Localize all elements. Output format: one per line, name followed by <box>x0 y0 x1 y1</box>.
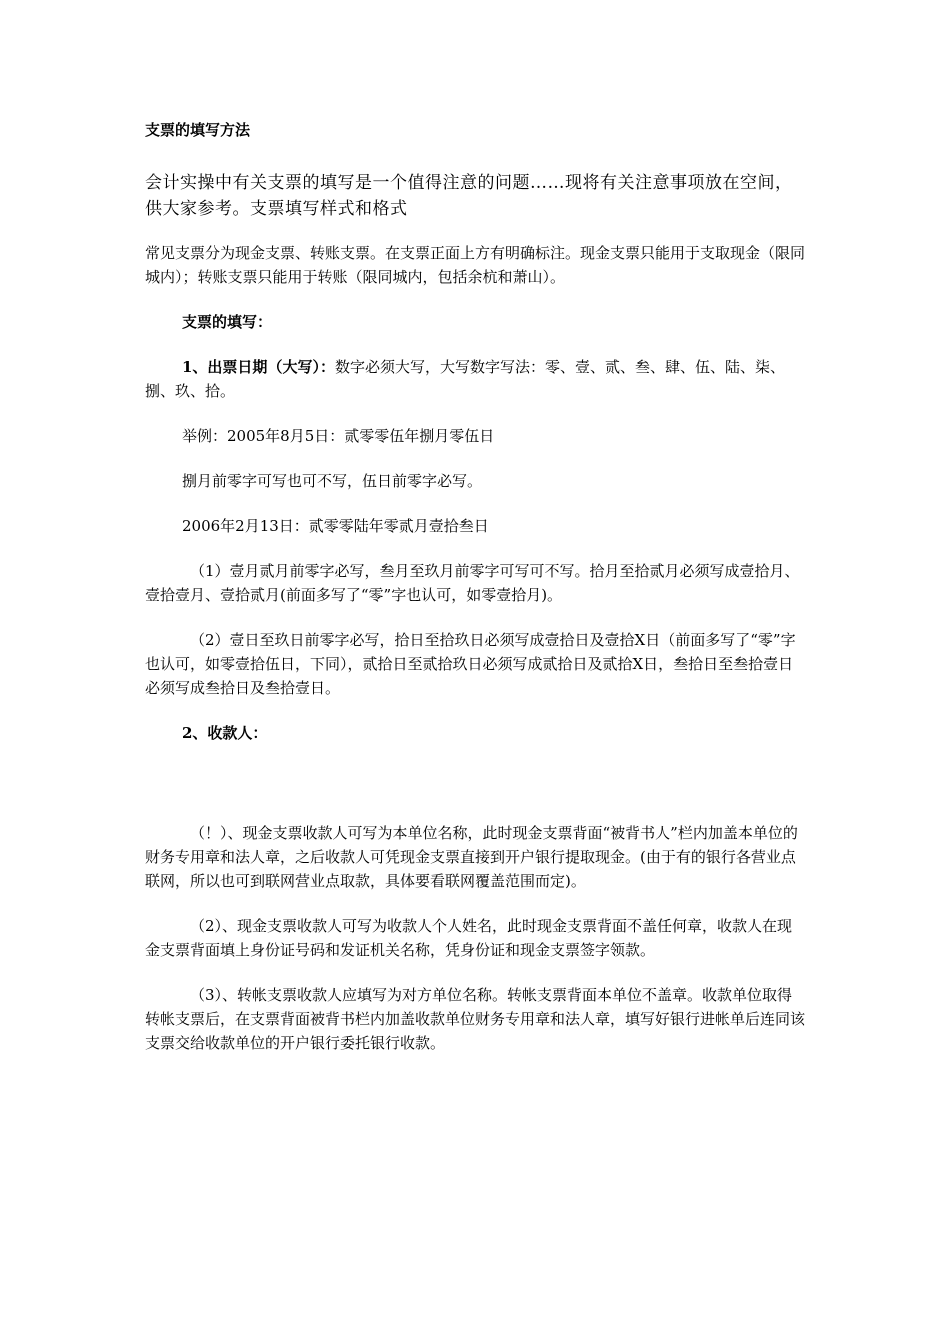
document-page <box>145 118 805 1076</box>
section-heading: 支票的填写： <box>182 313 273 331</box>
rule1-paragraph: （1）壹月贰月前零字必写，叁月至玖月前零字可写可不写。拾月至拾贰月必须写成壹拾月、壹拾壹月、壹拾贰月(前面多写了“零”字也认可，如零壹拾月)。 <box>145 562 800 604</box>
item2-heading: 2、收款人： <box>182 724 268 742</box>
item1-label: 1、出票日期（大写）： <box>182 358 335 376</box>
item1-paragraph <box>145 355 805 403</box>
rule2-paragraph: （2）壹日至玖日前零字必写，拾日至拾玖日必须写成壹拾日及壹拾X日（前面多写了“零”字也认可，如零壹拾伍日，下同），贰拾日至贰拾玖日必须写成贰拾日及贰拾X日，叁拾日至叁拾壹日必须写成叁拾日及叁拾壹日。 <box>145 631 796 697</box>
payee3-paragraph: （3）、转帐支票收款人应填写为对方单位名称。转帐支票背面本单位不盖章。收款单位取得转帐支票后，在支票背面被背书栏内加盖收款单位财务专用章和法人章，填写好银行进帐单后连同该支票交给收款单位的开户银行委托银行收款。 <box>145 986 806 1052</box>
item1-text: 数字必须大写，大写数字写法：零、壹、贰、叁、肆、伍、陆、柒、捌、玖、拾。 <box>145 358 785 400</box>
document-title: 支票的填写方法 <box>145 121 251 139</box>
blank-space <box>145 766 805 821</box>
example2-paragraph: 2006年2月13日：贰零零陆年零贰月壹拾叁日 <box>182 517 489 535</box>
intro-paragraph: 会计实操中有关支票的填写是一个值得注意的问题……现将有关注意事项放在空间，供大家参考。支票填写样式和格式 <box>145 173 793 219</box>
payee2-paragraph: （2）、现金支票收款人可写为收款人个人姓名，此时现金支票背面不盖任何章，收款人在现金支票背面填上身份证号码和发证机关名称，凭身份证和现金支票签字领款。 <box>145 917 793 959</box>
example1-paragraph: 举例：2005年8月5日：贰零零伍年捌月零伍日 <box>182 427 495 445</box>
example1-note-paragraph: 捌月前零字可写也可不写，伍日前零字必写。 <box>182 472 483 490</box>
overview-paragraph: 常见支票分为现金支票、转账支票。在支票正面上方有明确标注。现金支票只能用于支取现金（限同城内）；转账支票只能用于转账（限同城内，包括余杭和萧山）。 <box>145 244 806 286</box>
payee1-paragraph: （！）、现金支票收款人可写为本单位名称，此时现金支票背面“被背书人”栏内加盖本单位的财务专用章和法人章，之后收款人可凭现金支票直接到开户银行提取现金。(由于有的银行各营业点联网，所以也可到联网营业点取款，具体要看联网覆盖范围而定)。 <box>145 824 798 890</box>
